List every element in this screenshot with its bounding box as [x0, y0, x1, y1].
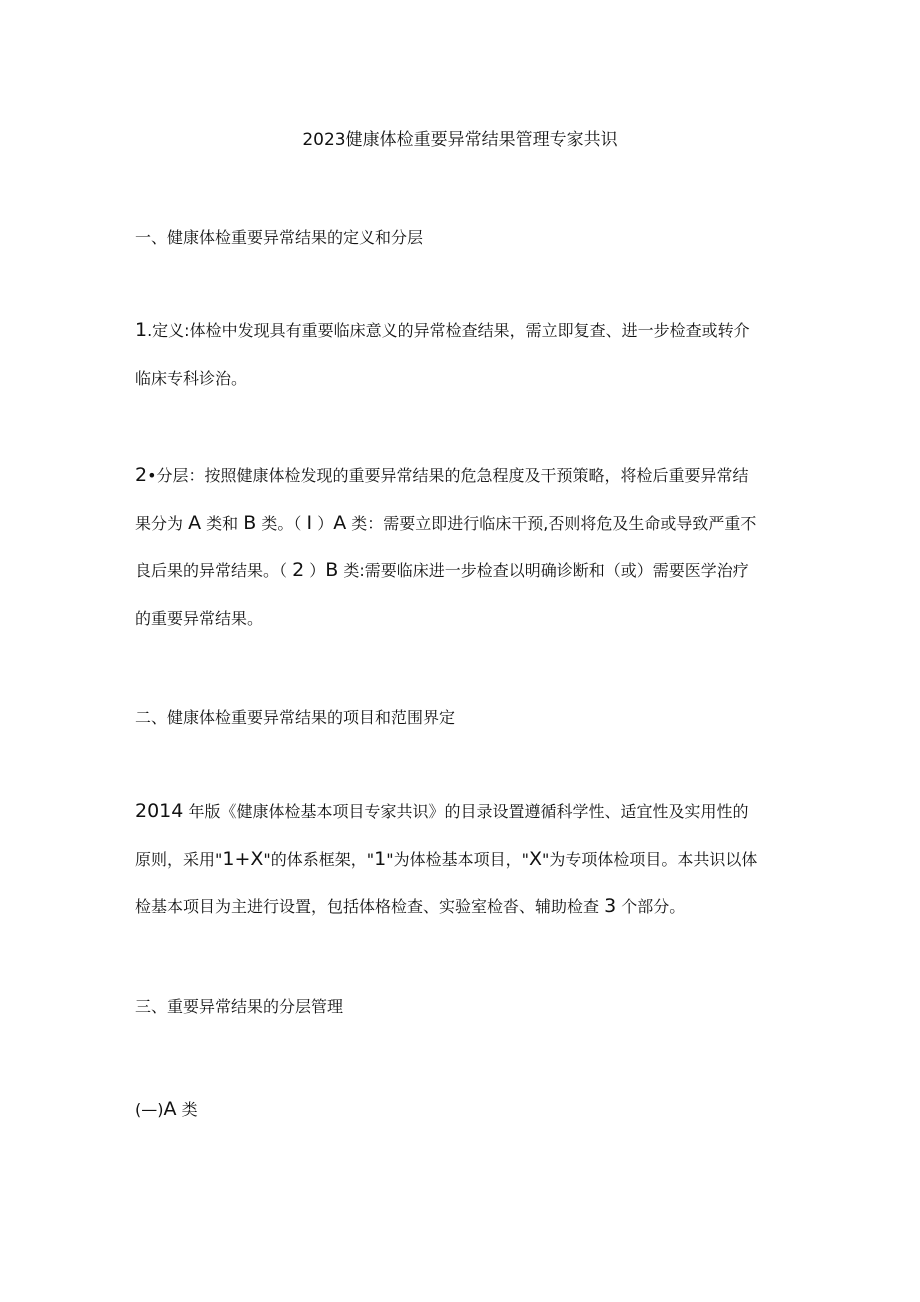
text-span: 原则，采用"	[135, 849, 223, 869]
subsection-suffix: 类	[176, 1100, 198, 1119]
list-numeral: 2	[292, 559, 305, 581]
class-letter: B	[243, 511, 257, 534]
class-letter: A	[188, 511, 202, 534]
subsection-prefix: (—)	[135, 1100, 164, 1119]
text-span: 个部分。	[616, 897, 686, 916]
text-span: 类和	[201, 513, 244, 533]
scope-line-2	[135, 836, 790, 884]
document-title: 2023健康体检重要异常结果管理专家共识	[302, 130, 618, 150]
count-number: 3	[604, 895, 617, 917]
layering-line-1	[135, 452, 790, 500]
year-number: 2014	[135, 800, 184, 822]
subsection-heading	[135, 1097, 198, 1122]
section-heading-1: 一、健康体检重要异常结果的定义和分层	[135, 228, 424, 247]
text-span: ）	[312, 513, 334, 533]
section-heading-2: 二、健康体检重要异常结果的项目和范围界定	[135, 708, 456, 727]
scope-line-3	[135, 883, 790, 931]
text-span: ）	[304, 561, 326, 580]
list-numeral: I	[306, 511, 313, 534]
text-span: 检基本项目为主进行设置，包括体格检查、实验室检沓、辅助检查	[135, 897, 605, 916]
definition-number: 1	[135, 319, 148, 341]
class-letter: A	[163, 1098, 177, 1120]
text-span: 类：需要立即进行临床干预,否则将危及生命或导致严重不	[346, 513, 757, 533]
text-span: 类:需要临床进一步检查以明确诊断和（或）需要医学治疗	[338, 561, 749, 580]
framework-term: X	[528, 847, 542, 870]
text-span: 良后果的异常结果。（	[135, 561, 293, 580]
text-span: 类。（	[256, 513, 307, 533]
layering-paragraph	[135, 452, 790, 642]
scope-paragraph	[135, 788, 790, 931]
layering-line-2	[135, 500, 790, 548]
layering-number: 2	[135, 464, 148, 486]
scope-line-1	[135, 788, 790, 836]
text-span: "为专项体检项目。本共识以体	[542, 849, 758, 869]
class-letter: B	[325, 559, 339, 581]
layering-line-3	[135, 547, 790, 595]
definition-line-1	[135, 307, 790, 355]
section-heading-3: 三、重要异常结果的分层管理	[135, 997, 344, 1016]
class-letter: A	[333, 511, 347, 534]
framework-term: 1	[374, 847, 387, 870]
layering-line-4: 的重要异常结果。	[135, 608, 264, 628]
definition-text: .定义:体检中发现具有重要临床意义的异常检查结果，需立即复查、进一步检查或转介	[147, 321, 750, 340]
text-span: 年版《健康体检基本项目专家共识》的目录设置遵循科学性、适宜性及实用性的	[183, 802, 749, 821]
framework-term: 1+X	[222, 847, 264, 870]
text-span: "的体系框架，"	[263, 849, 375, 869]
text-span: "为体检基本项目，"	[386, 849, 529, 869]
definition-paragraph	[135, 307, 790, 402]
definition-line-2: 临床专科诊治。	[135, 368, 248, 388]
text-span: 果分为	[135, 513, 189, 533]
layering-text: •分层：按照健康体检发现的重要异常结果的危急程度及干预策略，将检后重要异常结	[147, 466, 749, 485]
